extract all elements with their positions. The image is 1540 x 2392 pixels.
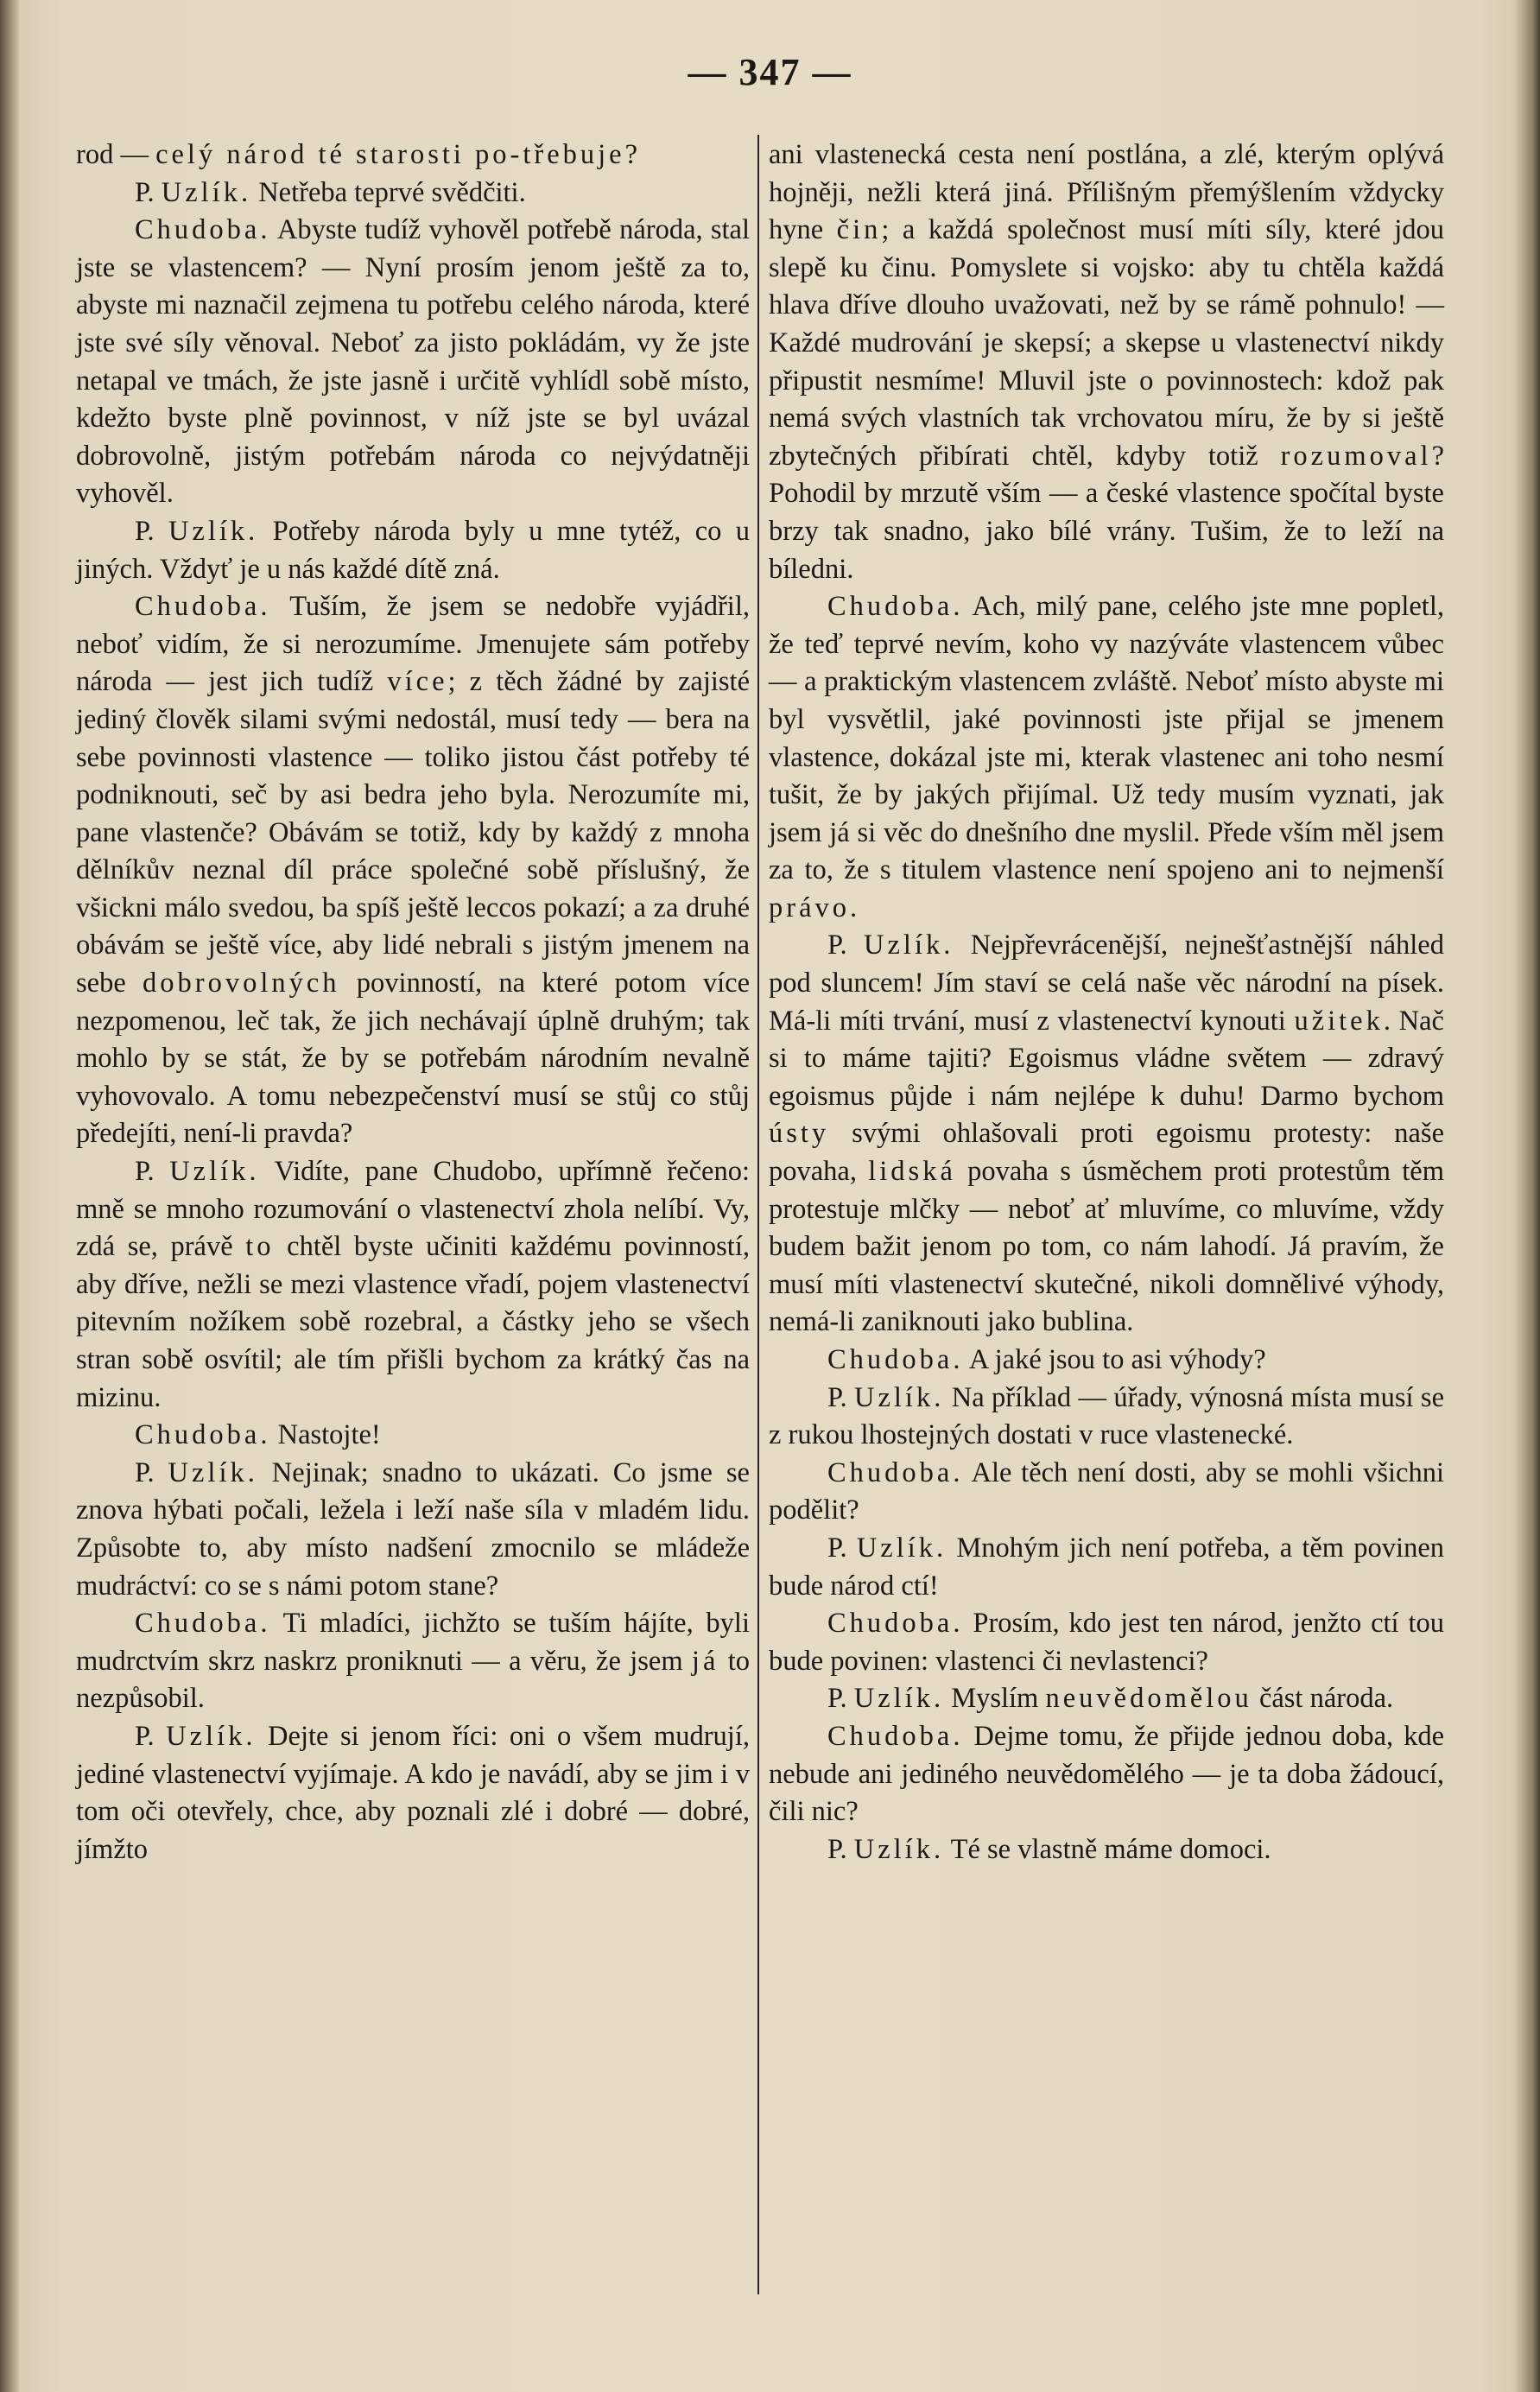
text-run: A jaké jsou to asi výhody?: [963, 1344, 1266, 1375]
paragraph: [769, 1380, 1444, 1455]
text-run: Nejinak; snadno to ukázati. Co jsme se znova hýbati počali, ležela i leží naše síla v mladém lidu. Způsobte to, aby místo nadšení zmocnilo se mládeže mudráctví: co se s námi potom stane?: [76, 1456, 750, 1602]
text-run: P.: [827, 1683, 854, 1715]
text-run: Ti mladíci, jichžto se tuším hájíte, byli mudrctvím skrz naskrz proniknuti — a věru, že jsem: [76, 1608, 750, 1677]
paragraph: [76, 513, 750, 588]
text-run: Té se vlastně máme domoci.: [944, 1833, 1271, 1865]
spaced-text: Chudoba.: [827, 591, 964, 623]
paragraph: [76, 212, 750, 513]
spaced-text: to: [245, 1231, 275, 1263]
text-run: Nejpřevrácenější, nejnešťastnější náhled pod sluncem! Jím staví se celá naše věc národní na písek. Má-li míti trvání, musí z vlastenectví kynouti: [769, 930, 1444, 1037]
spaced-text: Chudoba.: [135, 591, 271, 623]
spaced-text: Chudoba.: [135, 1419, 271, 1451]
text-run: povinností, na které potom více nezpomenou, leč tak, že jich nechávají úplně druhým; tak mohlo by se stát, že by se potřebám národním nevalně vyhovovalo. A tomu nebezpečenství musí se stůj co stůj předejíti, není-li pravda?: [76, 968, 751, 1150]
text-run: P.: [827, 1532, 857, 1564]
spaced-text: Uzlík.: [853, 1833, 945, 1865]
text-run: ; z těch žádné by zajisté jediný člověk silami svými nedostál, musí tedy — bera na sebe povinnosti vlastence — toliko jistou část potřeby té podniknouti, seč by asi bedra jeho byla. Nerozumíte mi, pane vlastenče? Obávám se totiž, kdy by každý z mnoha dělníkův neznal díl práce společné sobě příslušný, že všickni málo svedou, ba spíš ještě leccos pokazí; a za druhé obávám se ještě více, aby lidé nebrali s jistým jmenem na sebe: [76, 666, 750, 999]
text-run: . Nač si to máme tajiti? Egoismus vládne světem — zdravý egoismus půjde i nám nejlépe k duhu! Darmo bychom: [769, 1005, 1444, 1112]
paragraph: [76, 1605, 750, 1718]
spaced-text: více: [387, 666, 448, 698]
spaced-text: Uzlík.: [161, 176, 252, 208]
paragraph: [76, 588, 750, 1153]
spaced-text: Uzlík.: [169, 1156, 260, 1188]
paragraph: [769, 136, 1444, 588]
page-edge-left: [0, 0, 19, 2392]
spaced-text: ústy: [769, 1118, 830, 1150]
text-run: chtěl byste učiniti každému povinností, aby dříve, nežli se mezi vlastence vřadí, pojem vlastenectví pitevním nožíkem sobě rozebral, a částky jeho se všech stran sobě osvítil; ale tím přišli bychom za krátký čas na mizinu.: [76, 1231, 750, 1413]
text-run: ani vlastenecká cesta není postlána, a zlé, kterým oplývá hojněji, nežli která jiná. Přílišným přemýšlením vždycky hyne: [769, 139, 1444, 246]
spaced-text: Uzlík.: [853, 1683, 945, 1715]
paragraph: [76, 1718, 750, 1869]
page-number: — 347 —: [688, 51, 852, 93]
paragraph: [769, 1342, 1444, 1380]
text-run: Abyste tudíž vyhověl potřebě národa, stal jste se vlastencem? — Nyní prosím jenom ještě za to, abyste mi naznačil zejmena tu potřebu celého národa, které jste své síly věnoval. Neboť za jisto pokládám, vy že jste netapal ve tmách, že jste jasně i určitě vyhlídl sobě místo, kdežto byste plně povinnost, v níž jste se byl uvázal dobrovolně, jistým potřebám národa co nejvýdatněji vyhověl.: [76, 214, 750, 510]
text-run: Myslím: [944, 1683, 1046, 1715]
paragraph: [76, 174, 750, 213]
text-run: P.: [135, 1720, 167, 1752]
text-run: Ale těch není dosti, aby se mohli všichni podělit?: [769, 1456, 1444, 1526]
text-run: P.: [135, 176, 162, 208]
text-run: Dejte si jenom říci: oni o všem mudrují, jediné vlastenectví vyjímaje. A kdo je navádí, aby se jim i v tom oči otevřely, chce, aby poznali zlé i dobré — dobré, jímžto: [76, 1720, 750, 1865]
paragraph: [76, 1153, 750, 1417]
text-run: P.: [827, 930, 865, 961]
paragraph: [769, 1831, 1444, 1869]
paragraph: [769, 1718, 1444, 1831]
text-run: P.: [135, 1456, 168, 1488]
page-edge-right: [1514, 0, 1540, 2392]
paragraph: [769, 1530, 1444, 1605]
text-run: svými ohlašovali proti egoismu protesty: naše povaha,: [769, 1118, 1444, 1188]
paragraph: [769, 1455, 1444, 1530]
text-run: Dejme tomu, že přijde jednou doba, kde nebude ani jediného neuvědomělého — je ta doba žádoucí, čili nic?: [769, 1720, 1444, 1828]
column-divider: [757, 135, 759, 2294]
text-run: P.: [827, 1833, 854, 1865]
text-run: P.: [827, 1381, 854, 1413]
text-run: Nastojte!: [270, 1419, 381, 1451]
text-run: Netřeba teprvé svědčiti.: [251, 176, 526, 208]
spaced-text: Uzlík.: [166, 1720, 257, 1752]
spaced-text: Chudoba.: [827, 1720, 964, 1752]
paragraph: [76, 1417, 750, 1455]
text-run: část národa.: [1252, 1683, 1394, 1715]
spaced-text: Uzlík.: [856, 1532, 947, 1564]
spaced-text: užitek: [1294, 1005, 1384, 1037]
text-run: povaha s úsměchem proti protestům těm protestuje mlčky — neboť ať mluvíme, co mluvíme, vždy budem bažit jenom po tom, co nám lahodí. Já pravím, že musí míti vlastenectví skutečné, nikoli domnělivé výhody, nemá-li zaniknouti jako bublina.: [769, 1156, 1444, 1338]
paragraph: [76, 136, 750, 174]
paragraph: [769, 1605, 1444, 1680]
spaced-text: Uzlík.: [854, 1381, 945, 1413]
text-run: to nezpůsobil.: [76, 1645, 750, 1715]
text-run: Na příklad — úřady, výnosná místa musí se z rukou lhostejných dostati v ruce vlastenecké.: [769, 1381, 1444, 1451]
spaced-text: lidská: [868, 1156, 956, 1188]
text-run: Potřeby národa byly u mne tytéž, co u jiných. Vždyť je u nás každé dítě zná.: [76, 515, 750, 585]
spaced-text: právo: [769, 891, 850, 923]
text-run: Ach, milý pane, celého jste mne popletl, že teď teprvé nevím, koho vy nazýváte vlastencem vůbec — a praktickým vlastencem zvláště. Neboť místo abyste mi byl vysvětlil, jaké povinnosti jste přijal se jmenem vlastence, dokázal jste mi, kterak vlastenec ani toho nesmí tušit, že by jakých přijímal. Už tedy musím vyznati, jak jsem já si věc do dnešního dne myslil. Přede vším měl jsem za to, že s titulem vlastence není spojeno ani to nejmenší: [769, 591, 1444, 886]
spaced-text: Uzlík.: [168, 1456, 258, 1488]
text-run: P.: [135, 1156, 170, 1188]
spaced-text: dobrovolných: [143, 968, 340, 999]
spaced-text: Uzlík.: [168, 515, 259, 547]
text-run: .: [850, 891, 858, 923]
spaced-text: já: [691, 1645, 719, 1677]
left-column: [76, 136, 750, 1869]
text-run: Vidíte, pane Chudobo, upřímně řečeno: mně se mnoho rozumování o vlastenectví zhola nelíbí. Vy, zdá se, právě: [76, 1156, 750, 1263]
spaced-text: celý národ té starosti po-třebuje?: [155, 139, 642, 170]
spaced-text: rozumoval: [1280, 440, 1432, 472]
right-column: [769, 136, 1444, 1869]
text-run: P.: [135, 515, 168, 547]
spaced-text: Chudoba.: [827, 1608, 964, 1640]
spaced-text: Chudoba.: [827, 1456, 964, 1488]
text-run: ; a každá společnost musí míti síly, které jdou slepě ku činu. Pomyslete si vojsko: aby tu chtěla každá hlava dříve dlouho uvažovati, než by se rámě pohnulo! — Každé mudrování je skepsí; a skepse u vlastenectví nikdy připustit nesmíme! Mluvil jste o povinnostech: kdož pak nemá svých vlastních tak vrchovatou míru, že by si ještě zbytečných přibírati chtěl, kdyby totiž: [769, 214, 1444, 472]
paragraph: [769, 588, 1444, 927]
spaced-text: Chudoba.: [827, 1344, 964, 1375]
paragraph: [769, 927, 1444, 1342]
paragraph: [769, 1680, 1444, 1718]
spaced-text: Uzlík.: [864, 930, 954, 961]
text-run: rod —: [76, 139, 156, 170]
text-run: Prosím, kdo jest ten národ, jenžto ctí tou bude povinen: vlastenci či nevlastenci?: [769, 1608, 1444, 1677]
paragraph: [76, 1455, 750, 1605]
text-run: ? Pohodil by mrzutě vším — a české vlastence spočítal byste brzy tak snadno, jako bílé vrány. Tušim, že to leží na bíledni.: [769, 440, 1444, 585]
spaced-text: Chudoba.: [135, 214, 271, 246]
text-run: Mnohým jich není potřeba, a těm povinen bude národ ctí!: [769, 1532, 1444, 1602]
spaced-text: čin: [836, 214, 882, 246]
text-run: Tuším, že jsem se nedobře vyjádřil, neboť vidím, že si nerozumíme. Jmenujete sám potřeby národa — jest jich tudíž: [76, 591, 750, 698]
spaced-text: neuvědomělou: [1045, 1683, 1252, 1715]
spaced-text: Chudoba.: [135, 1608, 271, 1640]
